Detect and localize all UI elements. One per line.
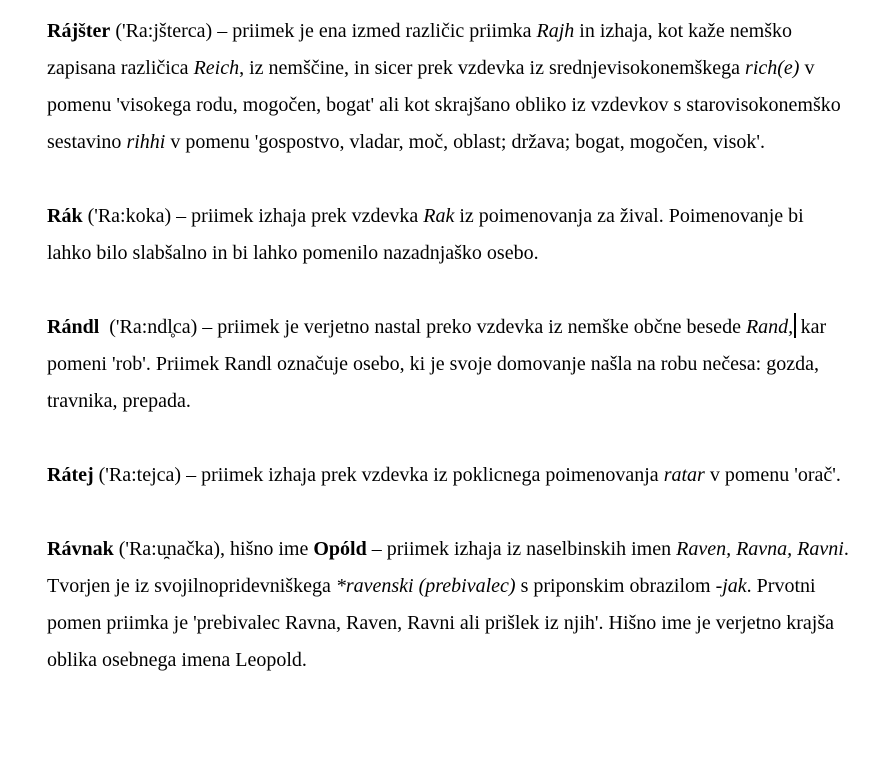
- italic-term: rich(e): [745, 57, 800, 79]
- headword: Rándl: [47, 316, 100, 338]
- italic-term: -jak: [715, 575, 747, 597]
- surname-entry: [47, 309, 853, 420]
- italic-term: ratar: [663, 464, 705, 486]
- text-run: in izhaja, kot kaže nemško zapisana različica: [47, 20, 793, 79]
- italic-term: Rak: [423, 205, 455, 227]
- surname-entry: [47, 531, 853, 679]
- text-run: – priimek izhaja iz naselbinskih imen: [366, 538, 677, 560]
- text-run: , iz nemščine, in sicer prek vzdevka iz srednjevisokonemškega: [239, 57, 746, 79]
- headword: Rák: [47, 205, 83, 227]
- text-run: ('Ra:u̯načka), hišno ime: [113, 538, 314, 560]
- italic-term: Raven, Ravna, Ravni: [676, 538, 844, 560]
- text-run: v pomenu 'orač'.: [704, 464, 841, 486]
- text-run: v pomenu 'gospostvo, vladar, moč, oblast; država; bogat, mogočen, visok'.: [165, 131, 765, 153]
- text-run: v pomenu 'visokega rodu, mogočen, bogat' ali kot skrajšano obliko iz vzdevkov s starovisokonemško sestavino: [47, 57, 841, 153]
- italic-term: *ravenski (prebivalec): [335, 575, 516, 597]
- headword: Rávnak: [47, 538, 114, 560]
- text-run: iz poimenovanja za žival. Poimenovanje bi lahko bilo slabšalno in bi lahko pomenilo nazadnjaško osebo.: [47, 205, 804, 264]
- headword: Rátej: [47, 464, 94, 486]
- italic-term: Rand,: [745, 316, 794, 338]
- surname-entry: [47, 457, 853, 494]
- text-run: ('Ra:tejca) – priimek izhaja prek vzdevka iz poklicnega poimenovanja: [93, 464, 664, 486]
- text-run: . Tvorjen je iz svojilnopridevniškega: [47, 538, 849, 597]
- headword: Rájšter: [47, 20, 111, 42]
- text-run: ('Ra:ndl̥ca) – priimek je verjetno nastal preko vzdevka iz nemške občne besede: [99, 316, 746, 338]
- text-run: ('Ra:jšterca) – priimek je ena izmed različic priimka: [110, 20, 537, 42]
- surname-entry: [47, 198, 853, 272]
- italic-term: rihhi: [126, 131, 166, 153]
- text-run: kar pomeni 'rob'. Priimek Randl označuje osebo, ki je svoje domovanje našla na robu nečesa: gozda, travnika, prepada.: [47, 316, 827, 412]
- italic-term: Rajh: [536, 20, 575, 42]
- headword: Opóld: [313, 538, 367, 560]
- surname-entry: [47, 13, 853, 161]
- text-run: s priponskim obrazilom: [515, 575, 716, 597]
- text-run: ('Ra:koka) – priimek izhaja prek vzdevka: [82, 205, 424, 227]
- italic-term: Reich: [193, 57, 240, 79]
- text-run: . Prvotni pomen priimka je 'prebivalec Ravna, Raven, Ravni ali prišlek iz njih'. Hišno ime je verjetno krajša oblika osebnega imena Leopold.: [47, 575, 834, 671]
- entries: [47, 13, 853, 679]
